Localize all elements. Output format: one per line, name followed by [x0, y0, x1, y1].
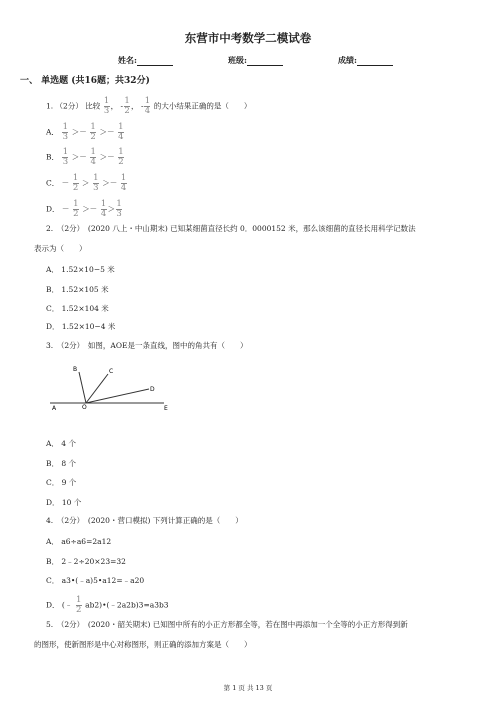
class-blank[interactable]: [247, 57, 283, 66]
q4-option-b[interactable]: B． 2﹣2÷20×23=32: [46, 557, 126, 566]
fraction-one-half: $\frac{1}{2}$: [124, 96, 130, 116]
ray-ob: [79, 372, 86, 403]
page-title: 东营市中考数学二模试卷: [184, 31, 312, 45]
fraction-one-fourth: $\frac{1}{4}$: [144, 96, 151, 116]
name-field[interactable]: [118, 55, 173, 66]
label-d: D: [150, 386, 155, 393]
q3-option-a[interactable]: A． 4 个: [46, 439, 76, 448]
class-label: 班级:: [228, 55, 247, 65]
question-5-line-2: 的图形，使新图形是中心对称图形，则正确的添加方案是（ ）: [34, 640, 252, 649]
q2-option-b[interactable]: B． 1.52×105 米: [46, 285, 109, 294]
q2-option-c[interactable]: C． 1.52×104 米: [46, 304, 109, 313]
q1-option-b[interactable]: B． $\frac{1}{3}$ ＞－ $\frac{1}{4}$ ＞－ $\frac{1}{2}$: [46, 147, 124, 167]
question-2-line-1: 2. （2分） (2020 八上・中山期末) 已知某细菌直径长约 0．0000152 米，那么该细菌的直径长用科学记数法: [46, 224, 416, 233]
q4-option-d[interactable]: D． (﹣ $\frac{1}{2}$ ab2)•(﹣2a2b)3=a3b3: [46, 595, 169, 615]
score-label: 成绩:: [338, 55, 357, 65]
label-o: O: [82, 404, 87, 411]
q3-option-c[interactable]: C． 9 个: [46, 478, 77, 487]
page-footer: 第 1 页 共 13 页: [223, 684, 273, 692]
question-1: 1. （2分） 比较 $\frac{1}{3}$ ， - $\frac{1}{2}$ ， - $\frac{1}{4}$ 的大小结果正确的是（ ）: [46, 96, 252, 116]
fraction-one-third: $\frac{1}{3}$: [103, 96, 110, 116]
q3-option-b[interactable]: B． 8 个: [46, 459, 77, 468]
q4-option-a[interactable]: A． a6÷a6=2a12: [46, 537, 112, 546]
q2-option-a[interactable]: A． 1.52×10−5 米: [46, 265, 115, 274]
q4-option-c[interactable]: C． a3•(﹣a)5•a12=﹣a20: [46, 576, 145, 585]
angle-diagram: [46, 360, 176, 415]
name-label: 姓名:: [118, 55, 137, 65]
score-field[interactable]: [338, 55, 393, 66]
label-c: C: [109, 368, 114, 375]
class-field[interactable]: [228, 55, 283, 66]
q1-option-a[interactable]: A． $\frac{1}{3}$ ＞－ $\frac{1}{2}$ ＞－ $\frac{1}{4}$: [46, 122, 124, 142]
fraction-one-half: $\frac{1}{2}$: [76, 595, 82, 615]
question-2-line-2: 表示为（ ）: [34, 244, 87, 253]
label-e: E: [164, 405, 168, 412]
label-b: B: [73, 366, 78, 373]
q1-option-c[interactable]: C． － $\frac{1}{2}$ ＞ $\frac{1}{3}$ ＞－ $\frac{1}{4}$: [46, 173, 127, 193]
question-4: 4. （2分） (2020・营口模拟) 下列计算正确的是（ ）: [46, 516, 243, 525]
q3-option-d[interactable]: D． 10 个: [46, 498, 82, 507]
question-5-line-1: 5. （2分） (2020・韶关期末) 已知图中所有的小正方形都全等，若在图中再添加一个全等的小正方形得到新: [46, 620, 408, 629]
q2-option-d[interactable]: D． 1.52×10−4 米: [46, 322, 116, 331]
label-a: A: [52, 405, 57, 412]
question-3: 3. （2分） 如图，AOE是一条直线，图中的角共有（ ）: [46, 341, 248, 350]
q1-option-d[interactable]: D． － $\frac{1}{2}$ ＞－ $\frac{1}{4}$ ＞ $\frac{1}{3}$: [46, 199, 122, 219]
score-blank[interactable]: [357, 57, 393, 66]
section-heading: 一、 单选题 (共16题；共32分): [20, 76, 150, 86]
name-blank[interactable]: [137, 57, 173, 66]
